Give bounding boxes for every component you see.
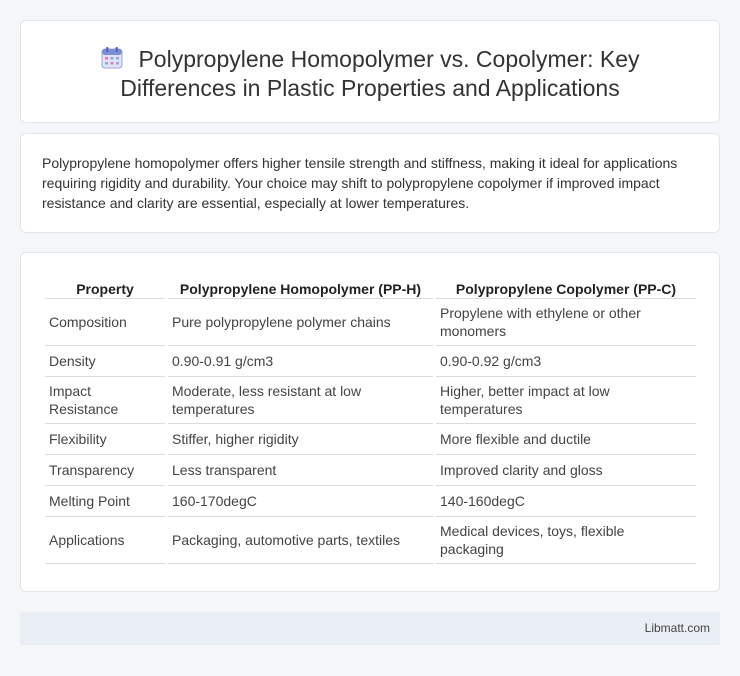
footer-source[interactable]: Libmatt.com <box>644 621 710 635</box>
table-row <box>45 299 696 346</box>
table-row <box>45 377 696 424</box>
cell-homopolymer: Less transparent <box>168 455 433 486</box>
cell-property: Impact Resistance <box>45 377 165 424</box>
footer <box>20 612 720 645</box>
cell-homopolymer: Moderate, less resistant at low temperatures <box>168 377 433 424</box>
cell-copolymer: 0.90-0.92 g/cm3 <box>436 346 696 377</box>
cell-homopolymer: Stiffer, higher rigidity <box>168 424 433 455</box>
cell-homopolymer: 160-170degC <box>168 486 433 517</box>
cell-copolymer: Higher, better impact at low temperatures <box>436 377 696 424</box>
cell-copolymer: Medical devices, toys, flexible packaging <box>436 517 696 564</box>
cell-property: Density <box>45 346 165 377</box>
cell-copolymer: More flexible and ductile <box>436 424 696 455</box>
header-copolymer: Polypropylene Copolymer (PP-C) <box>436 271 696 299</box>
cell-property: Applications <box>45 517 165 564</box>
cell-copolymer: 140-160degC <box>436 486 696 517</box>
header-property: Property <box>45 271 165 299</box>
intro-card <box>20 133 720 233</box>
header-homopolymer: Polypropylene Homopolymer (PP-H) <box>168 271 433 299</box>
cell-homopolymer: Pure polypropylene polymer chains <box>168 299 433 346</box>
cell-property: Melting Point <box>45 486 165 517</box>
cell-copolymer: Improved clarity and gloss <box>436 455 696 486</box>
title-card <box>20 20 720 123</box>
cell-copolymer: Propylene with ethylene or other monomers <box>436 299 696 346</box>
intro-text: Polypropylene homopolymer offers higher tensile strength and stiffness, making it ideal for applications requiring rigidity and durability. Your choice may shift to polypropylene copolymer if improved impact resistance and clarity are essential, especially at lower temperatures. <box>42 155 678 211</box>
table-row <box>45 517 696 564</box>
cell-homopolymer: Packaging, automotive parts, textiles <box>168 517 433 564</box>
table-row <box>45 486 696 517</box>
table-row <box>45 346 696 377</box>
calendar-icon <box>100 46 124 70</box>
table-row <box>45 455 696 486</box>
page-title-text: Polypropylene Homopolymer vs. Copolymer: Key Differences in Plastic Properties and Applications <box>120 46 640 101</box>
comparison-table <box>42 271 699 564</box>
page-title <box>51 45 689 103</box>
table-header-row <box>45 271 696 299</box>
table-row <box>45 424 696 455</box>
cell-property: Composition <box>45 299 165 346</box>
cell-property: Transparency <box>45 455 165 486</box>
cell-property: Flexibility <box>45 424 165 455</box>
cell-homopolymer: 0.90-0.91 g/cm3 <box>168 346 433 377</box>
comparison-table-card <box>20 252 720 592</box>
